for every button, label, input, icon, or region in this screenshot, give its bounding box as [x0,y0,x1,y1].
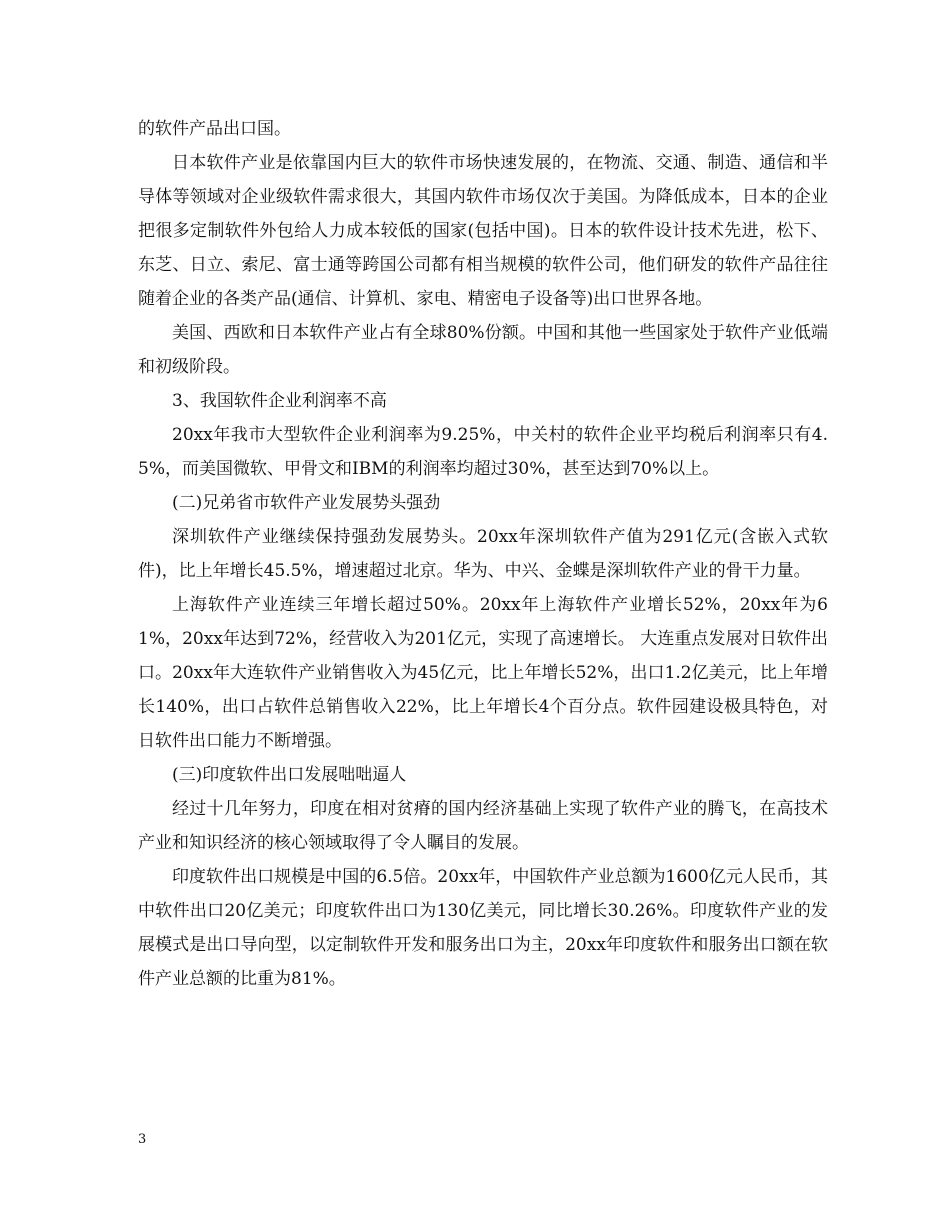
document-body [138,112,828,996]
paragraph-10: 经过十几年努力，印度在相对贫瘠的国内经济基础上实现了软件产业的腾飞，在高技术产业和知识经济的核心领域取得了令人瞩目的发展。 [138,799,828,853]
paragraph-11: 印度软件出口规模是中国的6.5倍。20xx年，中国软件产业总额为1600亿元人民币，其中软件出口20亿美元；印度软件出口为130亿美元，同比增长30.26%。印度软件产业的发展模式是出口导向型，以定制软件开发和服务出口为主，20xx年印度软件和服务出口额在软件产业总额的比重为81%。 [138,867,828,989]
page-number: 3 [138,1132,147,1147]
paragraph-5: 20xx年我市大型软件企业利润率为9.25%，中关村的软件企业平均税后利润率只有4.5%，而美国微软、甲骨文和IBM的利润率均超过30%，甚至达到70%以上。 [138,425,828,479]
section-heading-india-exports: (三)印度软件出口发展咄咄逼人 [172,765,407,785]
section-heading-profit-rate: 3、我国软件企业利润率不高 [172,391,387,411]
section-heading-sister-provinces: (二)兄弟省市软件产业发展势头强劲 [172,493,441,513]
paragraph-1: 的软件产品出口国。 [138,119,291,139]
paragraph-7: 深圳软件产业继续保持强劲发展势头。20xx年深圳软件产值为291亿元(含嵌入式软件)，比上年增长45.5%，增速超过北京。华为、中兴、金蝶是深圳软件产业的骨干力量。 [138,527,828,581]
paragraph-3: 美国、西欧和日本软件产业占有全球80%份额。中国和其他一些国家处于软件产业低端和初级阶段。 [138,323,828,377]
paragraph-8: 上海软件产业连续三年增长超过50%。20xx年上海软件产业增长52%，20xx年为61%，20xx年达到72%，经营收入为201亿元，实现了高速增长。 大连重点发展对日软件出口。20xx年大连软件产业销售收入为45亿元，比上年增长52%，出口1.2亿美元，比上年增长140%，出口占软件总销售收入22%，比上年增长4个百分点。软件园建设极具特色，对日软件出口能力不断增强。 [138,595,828,751]
paragraph-2: 日本软件产业是依靠国内巨大的软件市场快速发展的，在物流、交通、制造、通信和半导体等领域对企业级软件需求很大，其国内软件市场仅次于美国。为降低成本，日本的企业把很多定制软件外包给人力成本较低的国家(包括中国)。日本的软件设计技术先进，松下、东芝、日立、索尼、富士通等跨国公司都有相当规模的软件公司，他们研发的软件产品往往随着企业的各类产品(通信、计算机、家电、精密电子设备等)出口世界各地。 [138,153,828,309]
